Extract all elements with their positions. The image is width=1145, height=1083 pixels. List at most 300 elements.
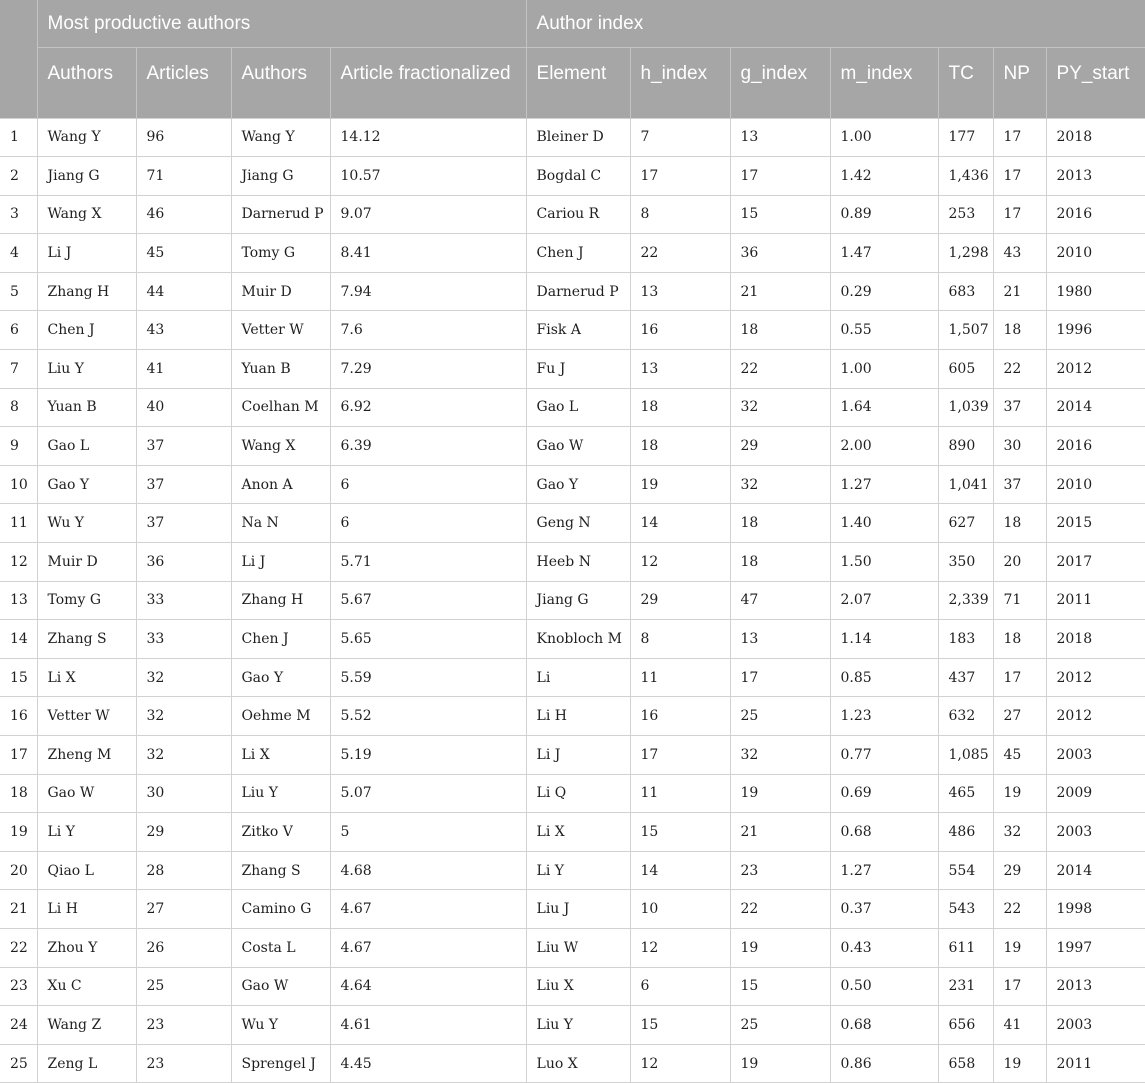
py-start-cell: 2018 [1046, 620, 1145, 659]
articles-cell: 27 [136, 890, 231, 929]
col-header-element: Element [526, 47, 630, 118]
py-start-cell: 2012 [1046, 658, 1145, 697]
h-index-cell: 7 [630, 118, 730, 157]
articles-cell: 40 [136, 388, 231, 427]
col-header-article-fractionalized: Article fractionalized [330, 47, 526, 118]
g-index-cell: 29 [730, 427, 830, 466]
element-cell: Li X [526, 813, 630, 852]
g-index-cell: 32 [730, 465, 830, 504]
h-index-cell: 8 [630, 195, 730, 234]
rank-cell: 20 [0, 851, 37, 890]
col-header-np: NP [993, 47, 1046, 118]
frac-author-cell: Costa L [231, 928, 330, 967]
table-row [0, 928, 1145, 967]
tc-cell: 183 [938, 620, 993, 659]
articles-cell: 32 [136, 658, 231, 697]
col-header-authors: Authors [37, 47, 136, 118]
article-fractionalized-cell: 6 [330, 504, 526, 543]
table-row [0, 543, 1145, 582]
frac-author-cell: Muir D [231, 272, 330, 311]
frac-author-cell: Oehme M [231, 697, 330, 736]
tc-cell: 611 [938, 928, 993, 967]
np-cell: 22 [993, 350, 1046, 389]
table-row [0, 851, 1145, 890]
element-cell: Liu J [526, 890, 630, 929]
author-cell: Wu Y [37, 504, 136, 543]
frac-author-cell: Zhang S [231, 851, 330, 890]
np-cell: 19 [993, 1044, 1046, 1083]
py-start-cell: 2013 [1046, 157, 1145, 196]
table-row [0, 890, 1145, 929]
tc-cell: 1,298 [938, 234, 993, 273]
table-row [0, 195, 1145, 234]
g-index-cell: 13 [730, 118, 830, 157]
element-cell: Darnerud P [526, 272, 630, 311]
group-header-most-productive: Most productive authors [37, 0, 526, 47]
articles-cell: 29 [136, 813, 231, 852]
py-start-cell: 2012 [1046, 350, 1145, 389]
g-index-cell: 19 [730, 928, 830, 967]
np-cell: 17 [993, 195, 1046, 234]
author-cell: Gao Y [37, 465, 136, 504]
articles-cell: 37 [136, 427, 231, 466]
g-index-cell: 23 [730, 851, 830, 890]
frac-author-cell: Li X [231, 736, 330, 775]
table-row [0, 118, 1145, 157]
py-start-cell: 2011 [1046, 581, 1145, 620]
element-cell: Luo X [526, 1044, 630, 1083]
np-cell: 21 [993, 272, 1046, 311]
np-cell: 29 [993, 851, 1046, 890]
rank-cell: 23 [0, 967, 37, 1006]
g-index-cell: 21 [730, 813, 830, 852]
tc-cell: 683 [938, 272, 993, 311]
articles-cell: 71 [136, 157, 231, 196]
articles-cell: 28 [136, 851, 231, 890]
article-fractionalized-cell: 7.94 [330, 272, 526, 311]
frac-author-cell: Zitko V [231, 813, 330, 852]
frac-author-cell: Darnerud P [231, 195, 330, 234]
h-index-cell: 18 [630, 427, 730, 466]
m-index-cell: 0.68 [830, 1006, 938, 1045]
m-index-cell: 1.27 [830, 465, 938, 504]
author-cell: Gao W [37, 774, 136, 813]
np-cell: 18 [993, 311, 1046, 350]
tc-cell: 231 [938, 967, 993, 1006]
m-index-cell: 1.42 [830, 157, 938, 196]
element-cell: Liu W [526, 928, 630, 967]
frac-author-cell: Wang X [231, 427, 330, 466]
tc-cell: 177 [938, 118, 993, 157]
col-header-h-index: h_index [630, 47, 730, 118]
article-fractionalized-cell: 4.61 [330, 1006, 526, 1045]
article-fractionalized-cell: 5.71 [330, 543, 526, 582]
m-index-cell: 0.77 [830, 736, 938, 775]
py-start-cell: 2014 [1046, 851, 1145, 890]
h-index-cell: 15 [630, 1006, 730, 1045]
frac-author-cell: Camino G [231, 890, 330, 929]
col-header-articles: Articles [136, 47, 231, 118]
py-start-cell: 1998 [1046, 890, 1145, 929]
frac-author-cell: Coelhan M [231, 388, 330, 427]
tc-cell: 465 [938, 774, 993, 813]
np-cell: 18 [993, 504, 1046, 543]
articles-cell: 45 [136, 234, 231, 273]
g-index-cell: 18 [730, 311, 830, 350]
h-index-cell: 6 [630, 967, 730, 1006]
element-cell: Bleiner D [526, 118, 630, 157]
author-cell: Yuan B [37, 388, 136, 427]
frac-author-cell: Wang Y [231, 118, 330, 157]
articles-cell: 23 [136, 1006, 231, 1045]
m-index-cell: 0.29 [830, 272, 938, 311]
rank-cell: 18 [0, 774, 37, 813]
element-cell: Bogdal C [526, 157, 630, 196]
table-row [0, 581, 1145, 620]
element-cell: Liu Y [526, 1006, 630, 1045]
np-cell: 19 [993, 774, 1046, 813]
article-fractionalized-cell: 7.29 [330, 350, 526, 389]
np-cell: 37 [993, 388, 1046, 427]
h-index-cell: 16 [630, 311, 730, 350]
tc-cell: 1,041 [938, 465, 993, 504]
h-index-cell: 19 [630, 465, 730, 504]
frac-author-cell: Yuan B [231, 350, 330, 389]
element-cell: Geng N [526, 504, 630, 543]
np-cell: 17 [993, 967, 1046, 1006]
author-cell: Zeng L [37, 1044, 136, 1083]
articles-cell: 37 [136, 504, 231, 543]
rank-cell: 2 [0, 157, 37, 196]
py-start-cell: 2010 [1046, 234, 1145, 273]
element-cell: Knobloch M [526, 620, 630, 659]
m-index-cell: 1.64 [830, 388, 938, 427]
col-header-g-index: g_index [730, 47, 830, 118]
table-row [0, 967, 1145, 1006]
element-cell: Li Y [526, 851, 630, 890]
g-index-cell: 21 [730, 272, 830, 311]
rank-cell: 1 [0, 118, 37, 157]
m-index-cell: 0.86 [830, 1044, 938, 1083]
tc-cell: 543 [938, 890, 993, 929]
np-cell: 41 [993, 1006, 1046, 1045]
rank-cell: 22 [0, 928, 37, 967]
h-index-cell: 11 [630, 658, 730, 697]
articles-cell: 23 [136, 1044, 231, 1083]
author-cell: Zhang H [37, 272, 136, 311]
rank-cell: 11 [0, 504, 37, 543]
g-index-cell: 19 [730, 1044, 830, 1083]
np-cell: 17 [993, 118, 1046, 157]
table-body [0, 118, 1145, 1083]
m-index-cell: 1.23 [830, 697, 938, 736]
m-index-cell: 1.27 [830, 851, 938, 890]
h-index-cell: 18 [630, 388, 730, 427]
frac-author-cell: Gao Y [231, 658, 330, 697]
g-index-cell: 17 [730, 658, 830, 697]
m-index-cell: 1.00 [830, 350, 938, 389]
rank-cell: 21 [0, 890, 37, 929]
rank-cell: 14 [0, 620, 37, 659]
np-cell: 43 [993, 234, 1046, 273]
g-index-cell: 18 [730, 504, 830, 543]
article-fractionalized-cell: 4.67 [330, 928, 526, 967]
table-row [0, 388, 1145, 427]
py-start-cell: 2010 [1046, 465, 1145, 504]
table-row [0, 465, 1145, 504]
py-start-cell: 2016 [1046, 427, 1145, 466]
frac-author-cell: Sprengel J [231, 1044, 330, 1083]
g-index-cell: 17 [730, 157, 830, 196]
rank-cell: 8 [0, 388, 37, 427]
element-cell: Gao L [526, 388, 630, 427]
tc-cell: 437 [938, 658, 993, 697]
py-start-cell: 2011 [1046, 1044, 1145, 1083]
h-index-cell: 22 [630, 234, 730, 273]
tc-cell: 1,085 [938, 736, 993, 775]
py-start-cell: 2003 [1046, 736, 1145, 775]
np-cell: 22 [993, 890, 1046, 929]
element-cell: Fisk A [526, 311, 630, 350]
m-index-cell: 1.14 [830, 620, 938, 659]
rank-cell: 3 [0, 195, 37, 234]
table-row [0, 157, 1145, 196]
article-fractionalized-cell: 5.59 [330, 658, 526, 697]
article-fractionalized-cell: 10.57 [330, 157, 526, 196]
g-index-cell: 18 [730, 543, 830, 582]
np-cell: 20 [993, 543, 1046, 582]
rank-cell: 13 [0, 581, 37, 620]
m-index-cell: 1.40 [830, 504, 938, 543]
m-index-cell: 0.50 [830, 967, 938, 1006]
g-index-cell: 32 [730, 388, 830, 427]
articles-cell: 43 [136, 311, 231, 350]
article-fractionalized-cell: 6.39 [330, 427, 526, 466]
g-index-cell: 15 [730, 967, 830, 1006]
articles-cell: 41 [136, 350, 231, 389]
py-start-cell: 2015 [1046, 504, 1145, 543]
py-start-cell: 2014 [1046, 388, 1145, 427]
frac-author-cell: Wu Y [231, 1006, 330, 1045]
articles-cell: 32 [136, 697, 231, 736]
article-fractionalized-cell: 7.6 [330, 311, 526, 350]
articles-cell: 37 [136, 465, 231, 504]
element-cell: Gao W [526, 427, 630, 466]
articles-cell: 36 [136, 543, 231, 582]
h-index-cell: 15 [630, 813, 730, 852]
articles-cell: 25 [136, 967, 231, 1006]
table-row [0, 272, 1145, 311]
rank-cell: 19 [0, 813, 37, 852]
m-index-cell: 0.43 [830, 928, 938, 967]
table-row [0, 774, 1145, 813]
np-cell: 27 [993, 697, 1046, 736]
g-index-cell: 25 [730, 1006, 830, 1045]
rank-cell: 4 [0, 234, 37, 273]
author-cell: Tomy G [37, 581, 136, 620]
h-index-cell: 14 [630, 504, 730, 543]
tc-cell: 632 [938, 697, 993, 736]
np-cell: 19 [993, 928, 1046, 967]
h-index-cell: 16 [630, 697, 730, 736]
g-index-cell: 22 [730, 890, 830, 929]
author-cell: Chen J [37, 311, 136, 350]
m-index-cell: 0.55 [830, 311, 938, 350]
author-cell: Wang Y [37, 118, 136, 157]
h-index-cell: 11 [630, 774, 730, 813]
table-row [0, 1044, 1145, 1083]
element-cell: Heeb N [526, 543, 630, 582]
m-index-cell: 0.69 [830, 774, 938, 813]
article-fractionalized-cell: 5.65 [330, 620, 526, 659]
rank-cell: 24 [0, 1006, 37, 1045]
h-index-cell: 17 [630, 736, 730, 775]
element-cell: Gao Y [526, 465, 630, 504]
rank-cell: 9 [0, 427, 37, 466]
py-start-cell: 2013 [1046, 967, 1145, 1006]
frac-author-cell: Chen J [231, 620, 330, 659]
table-row [0, 311, 1145, 350]
table-row [0, 234, 1145, 273]
col-header-py-start: PY_start [1046, 47, 1145, 118]
rank-cell: 17 [0, 736, 37, 775]
table-row [0, 697, 1145, 736]
np-cell: 17 [993, 157, 1046, 196]
col-header-authors-frac: Authors [231, 47, 330, 118]
article-fractionalized-cell: 9.07 [330, 195, 526, 234]
h-index-cell: 17 [630, 157, 730, 196]
element-cell: Li [526, 658, 630, 697]
m-index-cell: 0.89 [830, 195, 938, 234]
author-cell: Xu C [37, 967, 136, 1006]
rank-header [0, 0, 37, 118]
element-cell: Cariou R [526, 195, 630, 234]
tc-cell: 627 [938, 504, 993, 543]
frac-author-cell: Anon A [231, 465, 330, 504]
g-index-cell: 19 [730, 774, 830, 813]
py-start-cell: 2009 [1046, 774, 1145, 813]
rank-cell: 15 [0, 658, 37, 697]
m-index-cell: 0.37 [830, 890, 938, 929]
author-cell: Vetter W [37, 697, 136, 736]
articles-cell: 44 [136, 272, 231, 311]
tc-cell: 253 [938, 195, 993, 234]
group-header-row [0, 0, 1145, 47]
author-cell: Jiang G [37, 157, 136, 196]
g-index-cell: 13 [730, 620, 830, 659]
author-cell: Li H [37, 890, 136, 929]
table-header [0, 0, 1145, 118]
g-index-cell: 36 [730, 234, 830, 273]
h-index-cell: 12 [630, 543, 730, 582]
np-cell: 30 [993, 427, 1046, 466]
article-fractionalized-cell: 5.52 [330, 697, 526, 736]
h-index-cell: 12 [630, 928, 730, 967]
py-start-cell: 2012 [1046, 697, 1145, 736]
h-index-cell: 10 [630, 890, 730, 929]
author-cell: Liu Y [37, 350, 136, 389]
np-cell: 18 [993, 620, 1046, 659]
article-fractionalized-cell: 4.45 [330, 1044, 526, 1083]
py-start-cell: 1996 [1046, 311, 1145, 350]
m-index-cell: 2.00 [830, 427, 938, 466]
py-start-cell: 1980 [1046, 272, 1145, 311]
rank-cell: 16 [0, 697, 37, 736]
tc-cell: 2,339 [938, 581, 993, 620]
h-index-cell: 13 [630, 350, 730, 389]
articles-cell: 26 [136, 928, 231, 967]
py-start-cell: 2016 [1046, 195, 1145, 234]
h-index-cell: 8 [630, 620, 730, 659]
author-cell: Qiao L [37, 851, 136, 890]
rank-cell: 5 [0, 272, 37, 311]
author-cell: Li J [37, 234, 136, 273]
article-fractionalized-cell: 5 [330, 813, 526, 852]
author-cell: Zhou Y [37, 928, 136, 967]
frac-author-cell: Gao W [231, 967, 330, 1006]
h-index-cell: 29 [630, 581, 730, 620]
author-cell: Wang Z [37, 1006, 136, 1045]
g-index-cell: 15 [730, 195, 830, 234]
np-cell: 45 [993, 736, 1046, 775]
np-cell: 37 [993, 465, 1046, 504]
col-header-m-index: m_index [830, 47, 938, 118]
tc-cell: 1,436 [938, 157, 993, 196]
article-fractionalized-cell: 8.41 [330, 234, 526, 273]
element-cell: Li H [526, 697, 630, 736]
article-fractionalized-cell: 4.64 [330, 967, 526, 1006]
g-index-cell: 47 [730, 581, 830, 620]
py-start-cell: 2018 [1046, 118, 1145, 157]
table-row [0, 658, 1145, 697]
m-index-cell: 2.07 [830, 581, 938, 620]
element-cell: Liu X [526, 967, 630, 1006]
table-row [0, 620, 1145, 659]
table-row [0, 350, 1145, 389]
np-cell: 71 [993, 581, 1046, 620]
element-cell: Li Q [526, 774, 630, 813]
m-index-cell: 0.68 [830, 813, 938, 852]
table-row [0, 1006, 1145, 1045]
rank-cell: 6 [0, 311, 37, 350]
g-index-cell: 32 [730, 736, 830, 775]
tc-cell: 605 [938, 350, 993, 389]
rank-cell: 7 [0, 350, 37, 389]
articles-cell: 96 [136, 118, 231, 157]
article-fractionalized-cell: 6.92 [330, 388, 526, 427]
py-start-cell: 1997 [1046, 928, 1145, 967]
article-fractionalized-cell: 14.12 [330, 118, 526, 157]
h-index-cell: 13 [630, 272, 730, 311]
h-index-cell: 14 [630, 851, 730, 890]
py-start-cell: 2003 [1046, 813, 1145, 852]
frac-author-cell: Vetter W [231, 311, 330, 350]
element-cell: Chen J [526, 234, 630, 273]
articles-cell: 30 [136, 774, 231, 813]
element-cell: Fu J [526, 350, 630, 389]
frac-author-cell: Na N [231, 504, 330, 543]
author-cell: Gao L [37, 427, 136, 466]
element-cell: Li J [526, 736, 630, 775]
m-index-cell: 1.00 [830, 118, 938, 157]
tc-cell: 1,507 [938, 311, 993, 350]
frac-author-cell: Jiang G [231, 157, 330, 196]
m-index-cell: 1.50 [830, 543, 938, 582]
article-fractionalized-cell: 4.67 [330, 890, 526, 929]
articles-cell: 32 [136, 736, 231, 775]
rank-cell: 25 [0, 1044, 37, 1083]
tc-cell: 890 [938, 427, 993, 466]
